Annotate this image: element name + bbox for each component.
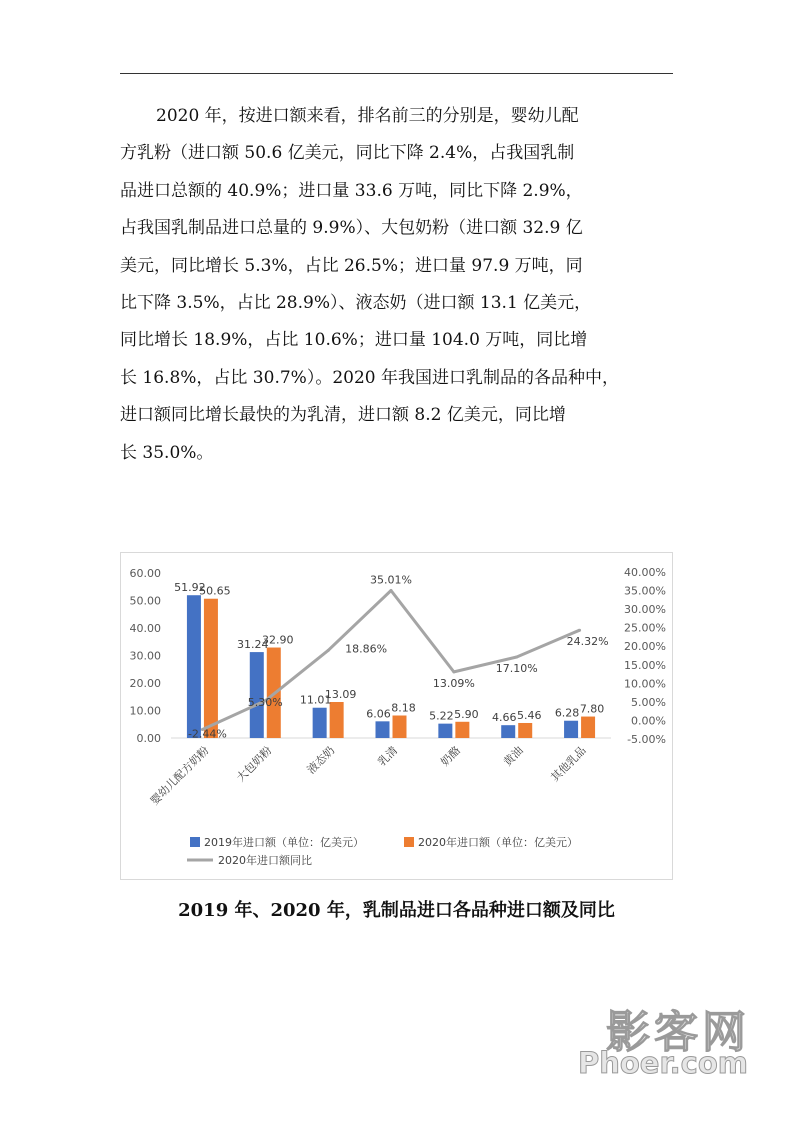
legend-swatch (190, 837, 200, 847)
watermark-chinese: 影客网 (606, 1007, 750, 1058)
y2-tick-label: 20.00% (624, 640, 666, 654)
x-tick-label: 奶酪 (438, 743, 463, 769)
y2-tick-label: 35.00% (624, 584, 666, 598)
line-point (578, 629, 581, 632)
y2-tick-label: 10.00% (624, 677, 666, 691)
paragraph-line: 美元，同比增长 5.3%，占比 26.5%；进口量 97.9 万吨，同 (120, 255, 583, 276)
bar-data-label: 6.28 (554, 706, 580, 720)
line-point (515, 655, 518, 658)
bar-data-label: 5.90 (454, 707, 479, 721)
y-tick-label: 60.00 (129, 567, 161, 580)
x-tick-label: 大包奶粉 (234, 743, 275, 785)
legend-label: 2019年进口额（单位：亿美元） (204, 836, 364, 849)
line-point (452, 670, 455, 673)
watermark-english: Phoer.com (577, 1046, 748, 1080)
x-tick-label: 黄油 (501, 743, 526, 769)
bar-data-label: 6.06 (366, 707, 391, 721)
line-data-label: 35.01% (370, 573, 412, 587)
paragraph-line: 长 35.0%。 (120, 442, 214, 463)
y2-tick-label: 40.00% (624, 566, 666, 579)
line-data-label: 13.09% (432, 676, 475, 690)
bar (187, 595, 201, 738)
bar-data-label: 51.92 (174, 581, 206, 595)
line-data-label: 17.10% (495, 661, 538, 675)
figure-caption: 2019 年、2020 年，乳制品进口各品种进口额及同比 (178, 900, 615, 921)
bar (501, 725, 515, 738)
x-tick-label: 婴幼儿配方奶粉 (147, 743, 212, 808)
chart-canvas (121, 553, 672, 879)
bar-data-label: 5.22 (429, 709, 454, 723)
y2-tick-label: 0.00% (631, 714, 666, 728)
bar (376, 721, 390, 738)
legend-label: 2020年进口额（单位：亿美元） (418, 836, 578, 849)
y2-tick-label: 30.00% (624, 603, 666, 617)
y-tick-label: 40.00 (129, 622, 161, 635)
bar-data-label: 7.80 (579, 702, 605, 716)
bar-data-label: 8.18 (391, 701, 416, 715)
bar (330, 702, 344, 738)
paragraph-line: 占我国乳制品进口总量的 9.9%）、大包奶粉（进口额 32.9 亿 (120, 218, 583, 239)
bar-data-label: 32.90 (262, 633, 294, 647)
y2-tick-label: 25.00% (624, 621, 666, 635)
legend-swatch (404, 837, 414, 847)
bar-data-label: 5.46 (516, 708, 542, 722)
x-tick-label: 液态奶 (304, 743, 338, 777)
paragraph-line: 长 16.8%，占比 30.7%）。2020 年我国进口乳制品的各品种中， (120, 367, 619, 388)
bar (438, 724, 452, 738)
paragraph-line: 方乳粉（进口额 50.6 亿美元，同比下降 2.4%，占我国乳制 (120, 143, 575, 164)
bar-data-label: 4.66 (491, 711, 517, 725)
y2-tick-label: 15.00% (624, 658, 666, 672)
bar (518, 723, 532, 738)
y2-tick-label: -5.00% (627, 733, 666, 746)
paragraph-line: 比下降 3.5%，占比 28.9%）、液态奶（进口额 13.1 亿美元， (120, 293, 592, 314)
header-rule (120, 73, 673, 74)
legend-label: 2020年进口额同比 (218, 854, 312, 867)
paragraph-line: 同比增长 18.9%，占比 10.6%；进口量 104.0 万吨，同比增 (120, 330, 588, 351)
line-data-label: 18.86% (345, 642, 388, 656)
bar (455, 722, 469, 738)
x-tick-label: 乳清 (375, 743, 401, 769)
paragraph-line: 2020 年，按进口额来看，排名前三的分别是，婴幼儿配 (156, 106, 579, 126)
line-data-label: 24.32% (566, 635, 609, 649)
bar (313, 708, 327, 738)
bar-data-label: 11.01 (299, 693, 332, 707)
body-paragraph (120, 98, 673, 472)
bar (204, 599, 218, 738)
y-tick-label: 10.00 (129, 704, 161, 718)
paragraph-line: 进口额同比增长最快的为乳清，进口额 8.2 亿美元，同比增 (120, 405, 566, 426)
bar-data-label: 31.24 (237, 638, 269, 652)
line-point (327, 649, 330, 652)
line-data-label: -2.44% (187, 727, 227, 741)
y2-tick-label: 5.00% (631, 695, 666, 709)
y-tick-label: 30.00 (129, 649, 161, 663)
x-tick-label: 其他乳品 (548, 743, 589, 785)
bar-data-label: 13.09 (324, 688, 357, 702)
y-tick-label: 20.00 (129, 677, 161, 690)
import-chart (120, 552, 673, 880)
watermark-logo (575, 996, 760, 1086)
bar (393, 716, 407, 738)
y-tick-label: 0.00 (136, 732, 161, 745)
bar (581, 717, 595, 738)
bar-data-label: 50.65 (199, 584, 231, 598)
paragraph-line: 品进口总额的 40.9%；进口量 33.6 万吨，同比下降 2.9%， (120, 180, 583, 201)
bar (564, 721, 578, 738)
line-data-label: 5.30% (247, 695, 283, 709)
y-tick-label: 50.00 (129, 594, 161, 608)
line-point (390, 589, 393, 592)
